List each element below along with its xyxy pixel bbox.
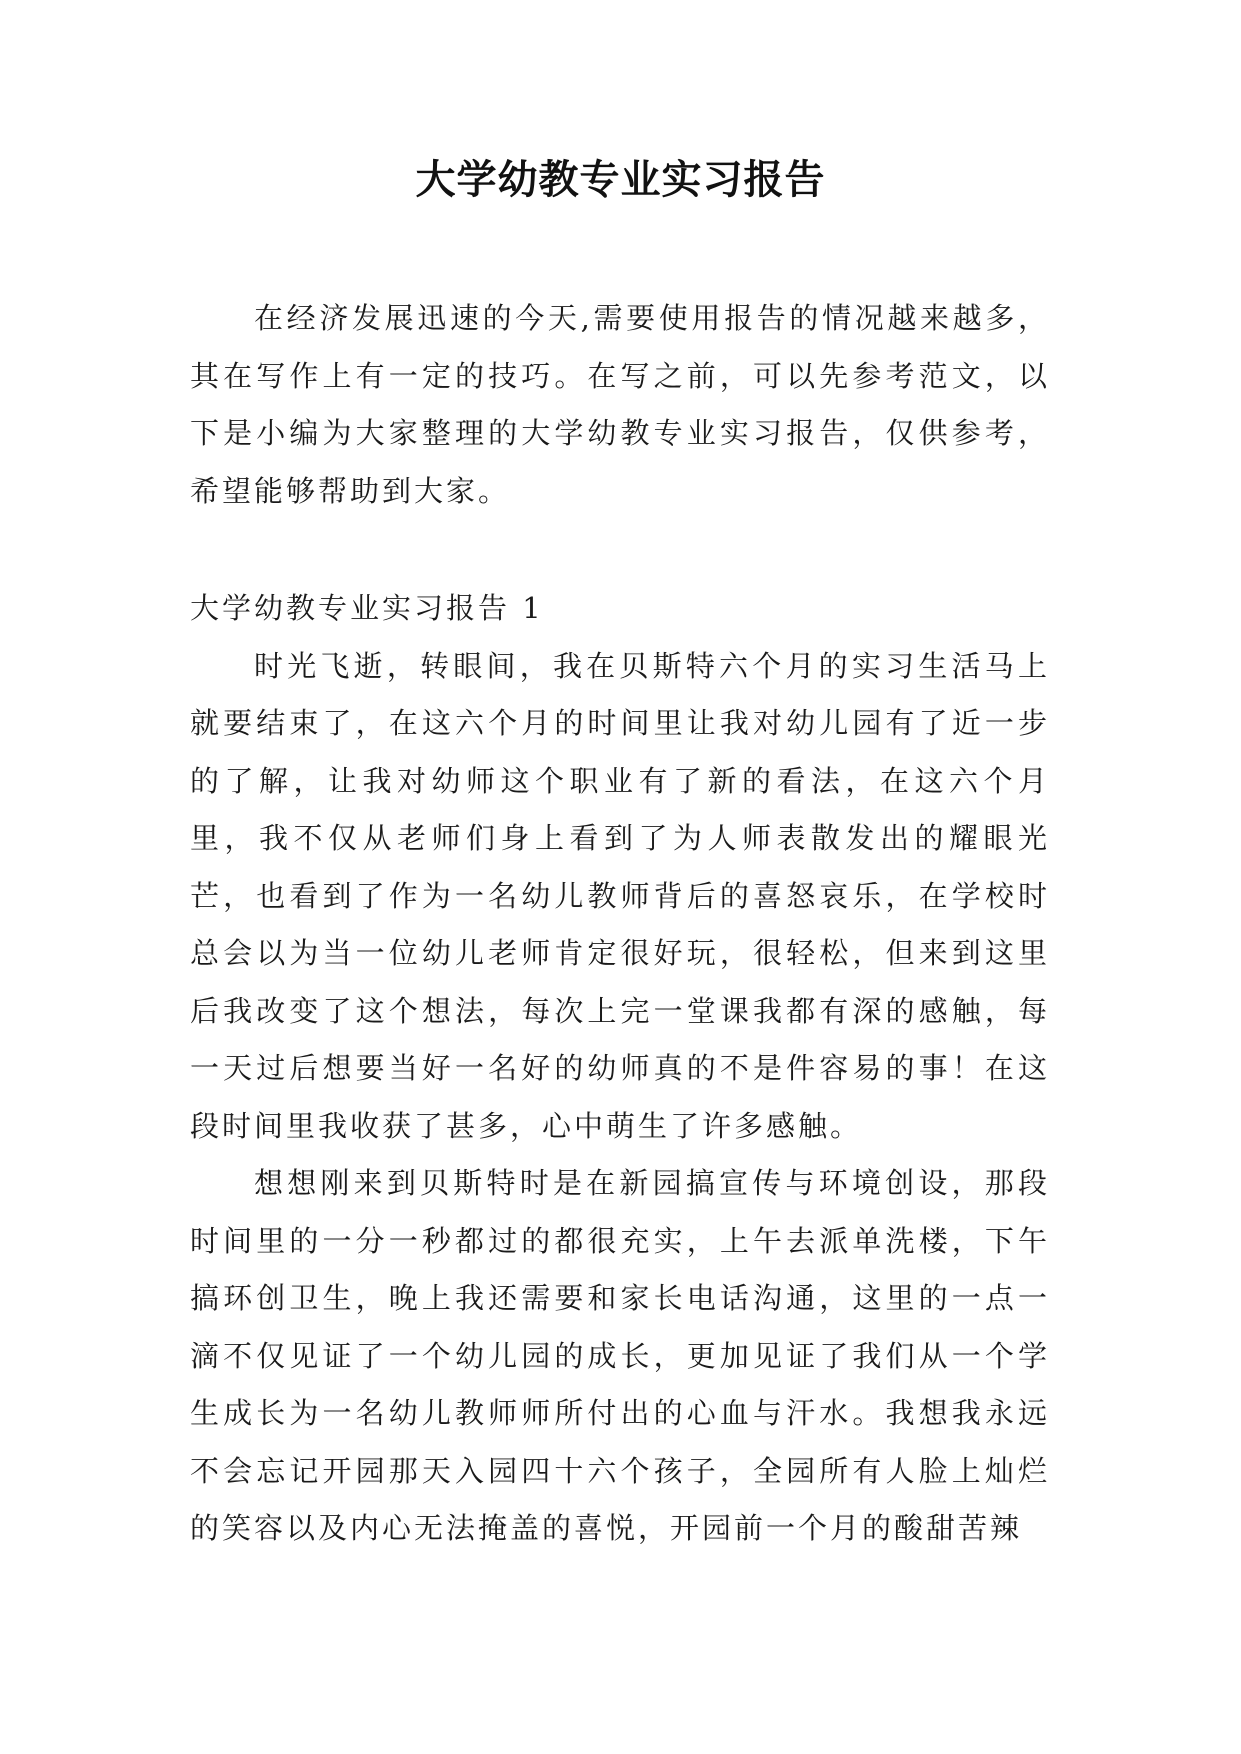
intro-paragraph: 在经济发展迅速的今天,需要使用报告的情况越来越多，其在写作上有一定的技巧。在写之前，可以先参考范文，以下是小编为大家整理的大学幼教专业实习报告，仅供参考，希望能够帮助到大家。: [190, 301, 1050, 508]
body-paragraph: 时光飞逝，转眼间，我在贝斯特六个月的实习生活马上就要结束了，在这六个月的时间里让我对幼儿园有了近一步的了解，让我对幼师这个职业有了新的看法，在这六个月里，我不仅从老师们身上看到了为人师表散发出的耀眼光芒，也看到了作为一名幼儿教师背后的喜怒哀乐，在学校时总会以为当一位幼儿老师肯定很好玩，很轻松，但来到这里后我改变了这个想法，每次上完一堂课我都有深的感触，每一天过后想要当好一名好的幼师真的不是件容易的事！在这段时间里我收获了甚多，心中萌生了许多感触。: [190, 648, 1050, 1143]
body-paragraph: 想想刚来到贝斯特时是在新园搞宣传与环境创设，那段时间里的一分一秒都过的都很充实，上午去派单洗楼，下午搞环创卫生，晚上我还需要和家长电话沟通，这里的一点一滴不仅见证了一个幼儿园的成长，更加见证了我们从一个学生成长为一名幼儿教师师所付出的心血与汗水。我想我永远不会忘记开园那天入园四十六个孩子，全园所有人脸上灿烂的笑容以及内心无法掩盖的喜悦，开园前一个月的酸甜苦辣: [190, 1166, 1050, 1545]
document-title: 大学幼教专业实习报告: [415, 156, 826, 203]
report-section: [190, 580, 1050, 1558]
section-heading: 大学幼教专业实习报告 1: [190, 591, 544, 625]
intro-block: [190, 290, 1050, 520]
